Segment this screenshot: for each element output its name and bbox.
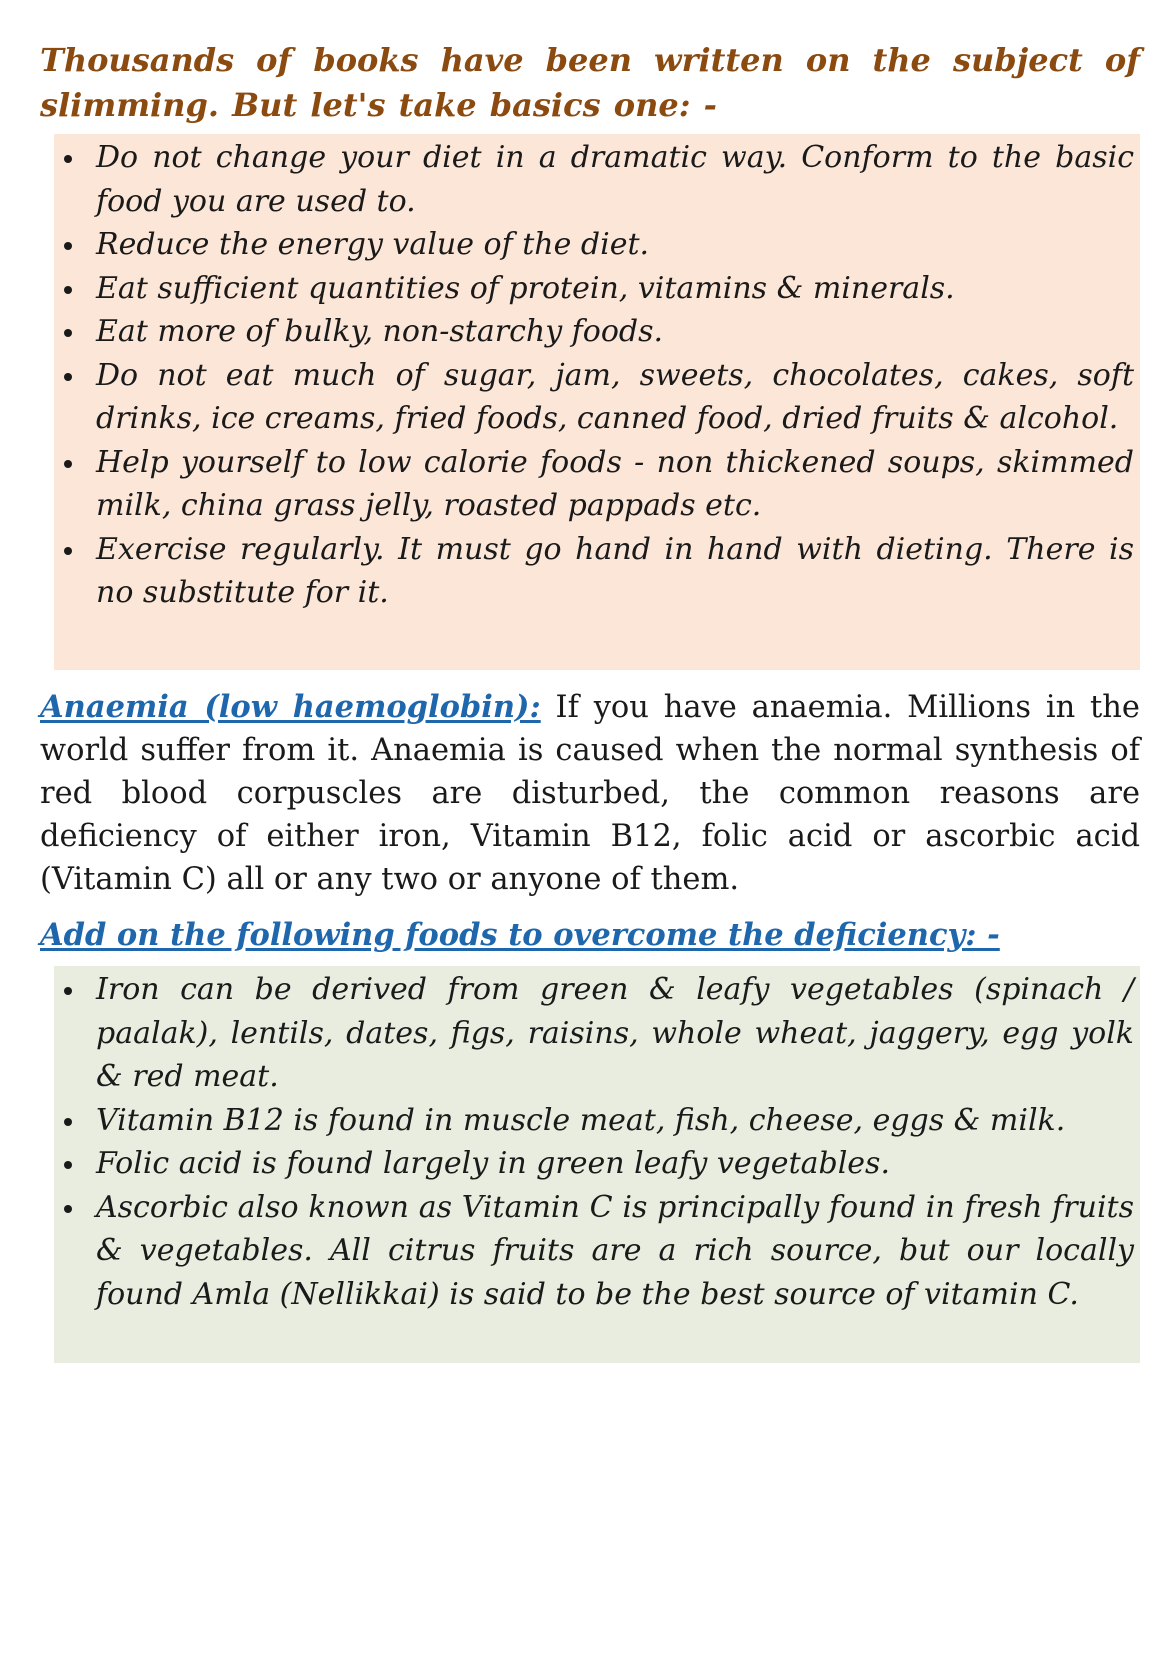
anaemia-heading: Anaemia (low haemoglobin): xyxy=(40,689,541,725)
document-page xyxy=(40,38,1140,1363)
intro-paragraph: Thousands of books have been written on the subject of slimming. But let's take basics one: - xyxy=(40,41,1140,124)
anaemia-body: If you have anaemia. Millions in the world suffer from it. Anaemia is caused when the normal synthesis of red blood corpuscles are disturbed, the common reasons are deficiency of either iron, Vitamin B12, folic acid or ascorbic acid (Vitamin C) all or any two or anyone of them. xyxy=(40,690,1140,897)
bullet-icon xyxy=(64,1161,72,1169)
list-item xyxy=(54,223,1134,267)
bullet-icon xyxy=(64,547,72,555)
bullet-icon xyxy=(64,1205,72,1213)
list-item xyxy=(54,310,1134,354)
slimming-tips-box xyxy=(54,134,1140,670)
bullet-icon xyxy=(64,155,72,163)
list-item-text: Folic acid is found largely in green leafy vegetables. xyxy=(96,1146,890,1181)
list-item-text: Iron can be derived from green & leafy vegetables (spinach / paalak), lentils, dates, figs, raisins, whole wheat, jaggery, egg yolk & red meat. xyxy=(96,972,1134,1094)
list-item xyxy=(54,354,1134,441)
foods-box xyxy=(54,966,1140,1363)
bullet-icon xyxy=(64,242,72,250)
bullet-icon xyxy=(64,1118,72,1126)
list-item-text: Exercise regularly. It must go hand in hand with dieting. There is no substitute for it. xyxy=(96,531,1134,610)
list-item xyxy=(54,267,1134,311)
bullet-icon xyxy=(64,987,72,995)
bullet-icon xyxy=(64,373,72,381)
list-item xyxy=(54,528,1134,615)
list-item-text: Vitamin B12 is found in muscle meat, fish, cheese, eggs & milk. xyxy=(96,1102,1066,1138)
foods-list xyxy=(54,968,1134,1316)
bullet-icon xyxy=(64,286,72,294)
list-item-text: Do not change your diet in a dramatic way. Conform to the basic food you are used to. xyxy=(96,140,1134,219)
list-item xyxy=(54,1142,1134,1186)
list-item-text: Ascorbic also known as Vitamin C is principally found in fresh fruits & vegetables. All citrus fruits are a rich source, but our locally found Amla (Nellikkai) is said to be the best source of vitamin C. xyxy=(96,1189,1134,1312)
bullet-icon xyxy=(64,460,72,468)
foods-heading: Add on the following foods to overcome the deficiency: - xyxy=(40,917,1000,953)
foods-heading-line xyxy=(40,913,1140,958)
list-item-text: Eat sufficient quantities of protein, vitamins & minerals. xyxy=(96,270,955,306)
list-item xyxy=(54,136,1134,223)
list-item xyxy=(54,1186,1134,1317)
anaemia-paragraph xyxy=(40,686,1140,901)
bullet-icon xyxy=(64,329,72,337)
list-item-text: Eat more of bulky, non-starchy foods. xyxy=(96,314,664,349)
list-item xyxy=(54,441,1134,528)
list-item-text: Help yourself to low calorie foods - non thickened soups, skimmed milk, china grass jelly, roasted pappads etc. xyxy=(96,444,1134,523)
list-item xyxy=(54,1099,1134,1143)
slimming-tips-list xyxy=(54,136,1134,615)
list-item-text: Do not eat much of sugar, jam, sweets, chocolates, cakes, soft drinks, ice creams, fried foods, canned food, dried fruits & alcohol. xyxy=(96,357,1134,436)
list-item xyxy=(54,968,1134,1099)
list-item-text: Reduce the energy value of the diet. xyxy=(96,227,650,262)
